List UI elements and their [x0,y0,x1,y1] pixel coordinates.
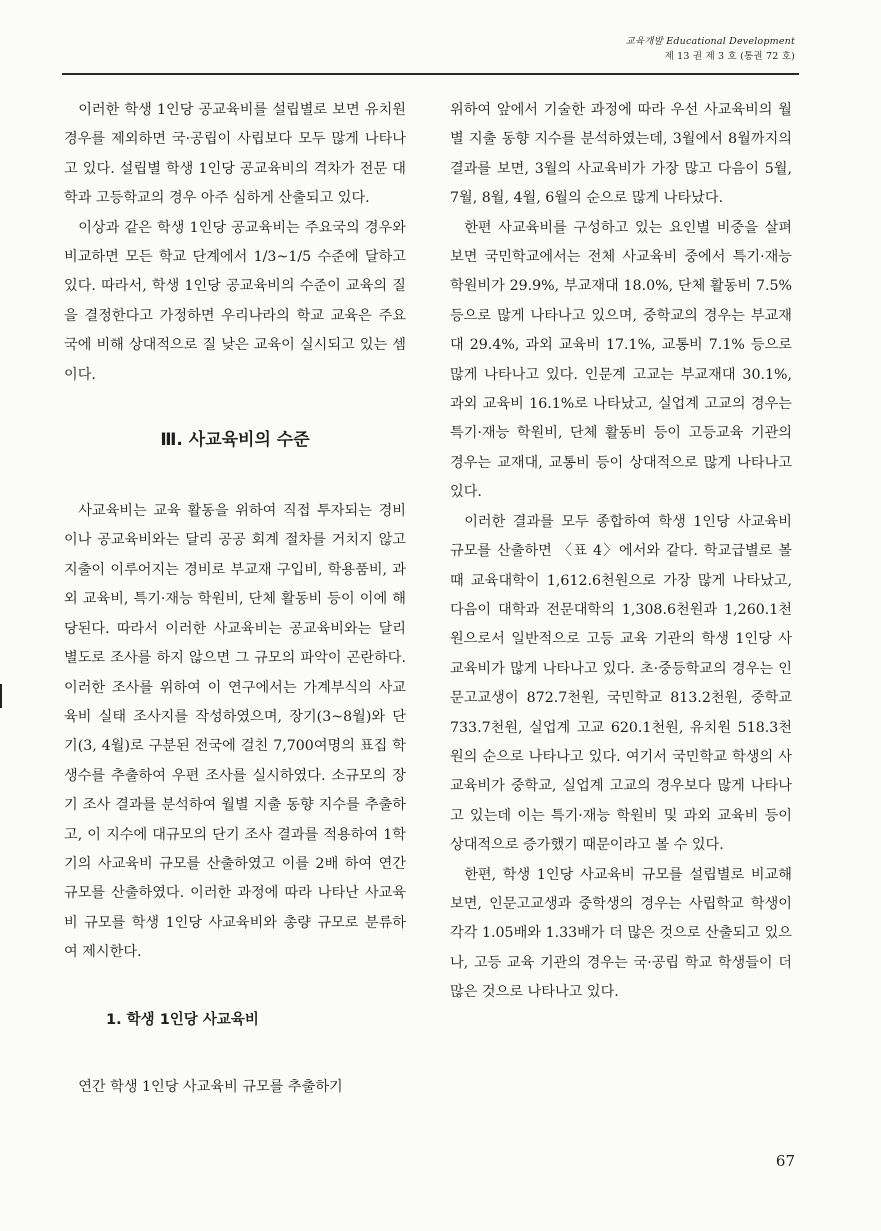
body-paragraph: 한편 사교육비를 구성하고 있는 요인별 비중을 살펴 보면 국민학교에서는 전체 사교육비 중에서 특기·재능 학원비가 29.9%, 부교재대 18.0%, 단체 활동비 7.5% 등으로 많게 나타나고 있으며, 중학교의 경우는 부교재대 29.4%, 과외 교육비 17.1%, 교통비 7.1% 등으로 많게 나타나고 있다. 인문계 고교는 부교재대 30.1%, 과외 교육비 16.1%로 나타났고, 실업계 고교의 경우는 특기·재능 학원비, 단체 활동비 등이 고등교육 기관의 경우는 교재대, 교통비 등이 상대적으로 많게 나타나고 있다. [450,219,792,501]
left-column [64,96,406,1102]
header-rule [62,73,799,75]
page-number: 67 [775,1152,795,1170]
running-head [626,34,796,64]
journal-title: 교육개발 Educational Development [625,36,795,47]
issue-info: 제 13 권 제 3 호 (통권 72 호) [664,51,795,62]
body-paragraph: 사교육비는 교육 활동을 위하여 직접 투자되는 경비이나 공교육비와는 달리 공공 회계 절차를 거치지 않고 지출이 이루어지는 경비로 부교재 구입비, 학용품비, 과외 교육비, 특기·재능 학원비, 단체 활동비 등이 이에 해당된다. 따라서 이러한 사교육비는 공교육비와는 달리 별도로 조사를 하지 않으면 그 규모의 파악이 곤란하다. 이러한 조사를 위하여 이 연구에서는 가계부식의 사교육비 실태 조사지를 작성하였으며, 장기(3~8월)와 단기(3, 4월)로 구분된 전국에 걸친 7,700여명의 표집 학생수를 추출하여 우편 조사를 실시하였다. 소규모의 장기 조사 결과를 분석하여 월별 지출 동향 지수를 추출하고, 이 지수에 대규모의 단기 조사 결과를 적용하여 1학기의 사교육비 규모를 산출하였고 이를 2배 하여 연간 규모를 산출하였다. 이러한 과정에 따라 나타난 사교육비 규모를 학생 1인당 사교육비와 총량 규모로 분류하여 제시한다. [64,503,406,961]
body-paragraph: 이상과 같은 학생 1인당 공교육비는 주요국의 경우와 비교하면 모든 학교 단계에서 1/3~1/5 수준에 달하고 있다. 따라서, 학생 1인당 공교육비의 수준이 교육의 질을 결정한다고 가정하면 우리나라의 학교 교육은 주요국에 비해 상대적으로 질 낮은 교육이 실시되고 있는 셈이다. [64,219,406,383]
body-paragraph: 연간 학생 1인당 사교육비 규모를 추출하기 [78,1078,343,1095]
sub-heading: 1. 학생 1인당 사교육비 [106,1011,259,1028]
body-paragraph: 한편, 학생 1인당 사교육비 규모를 설립별로 비교해 보면, 인문고교생과 중학생의 경우는 사립학교 학생이 각각 1.05배와 1.33배가 더 많은 것으로 산출되고 있으나, 고등 교육 기관의 경우는 국·공립 학교 학생들이 더 많은 것으로 나타나고 있다. [450,866,792,1001]
continued-paragraph: 위하여 앞에서 기술한 과정에 따라 우선 사교육비의 월별 지출 동향 지수를 분석하였는데, 3월에서 8월까지의 결과를 보면, 3월의 사교육비가 가장 많고 다음이 5월, 7월, 8월, 4월, 6월의 순으로 많게 나타났다. [450,102,792,207]
section-heading: Ⅲ. 사교육비의 수준 [160,430,310,451]
body-paragraph: 이러한 학생 1인당 공교육비를 설립별로 보면 유치원 경우를 제외하면 국·공립이 사립보다 모두 많게 나타나고 있다. 설립별 학생 1인당 공교육비의 격차가 전문 대학과 고등학교의 경우 아주 심하게 산출되고 있다. [64,102,406,207]
right-column [450,96,792,1008]
margin-mark [0,684,2,708]
body-paragraph: 이러한 결과를 모두 종합하여 학생 1인당 사교육비 규모를 산출하면 〈표 4〉에서와 같다. 학교급별로 볼 때 교육대학이 1,612.6천원으로 가장 많게 나타났고, 다음이 대학과 전문대학의 1,308.6천원과 1,260.1천원으로서 일반적으로 고등 교육 기관의 학생 1인당 사교육비가 많게 나타나고 있다. 초·중등학교의 경우는 인문고교생이 872.7천원, 국민학교 813.2천원, 중학교 733.7천원, 실업계 고교 620.1천원, 유치원 518.3천원의 순으로 나타나고 있다. 여기서 국민학교 학생의 사교육비가 중학교, 실업계 고교의 경우보다 많게 나타나고 있는데 이는 특기·재능 학원비 및 과외 교육비 등이 상대적으로 증가했기 때문이라고 볼 수 있다. [450,513,792,854]
